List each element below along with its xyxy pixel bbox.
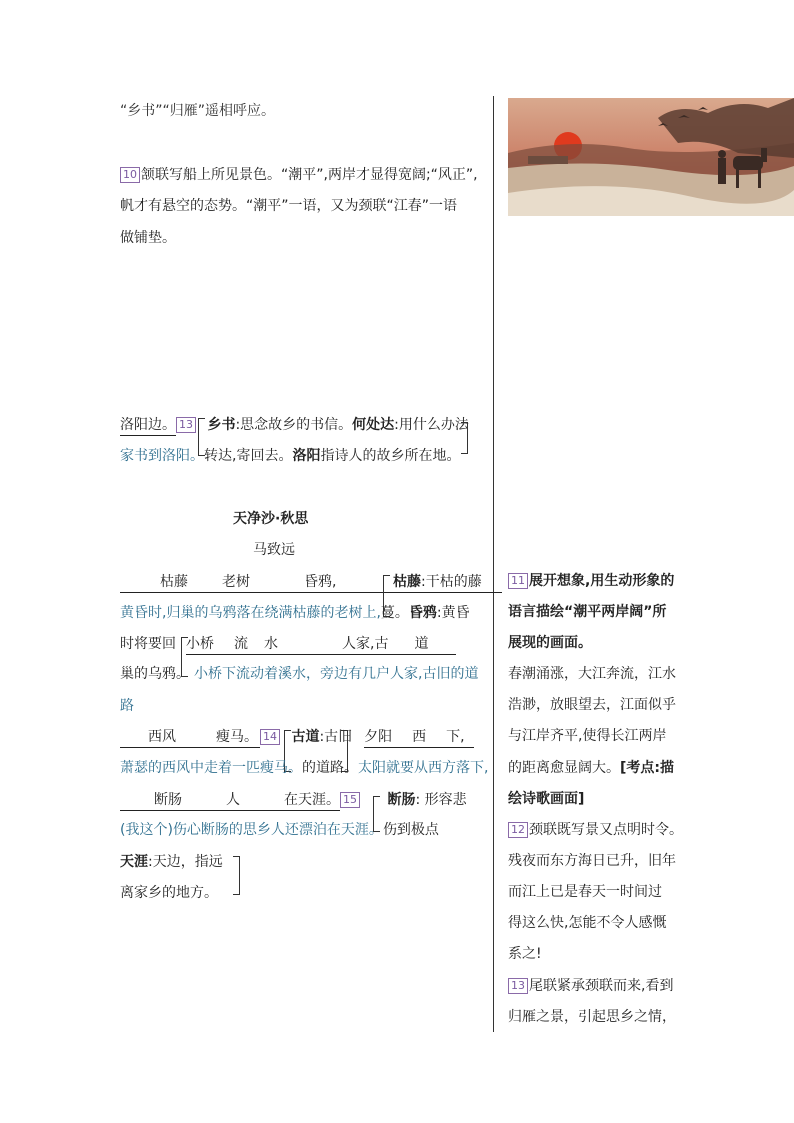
- def-tianya-text: :天边，指远: [148, 854, 223, 870]
- term-hunya: 昏鸦: [408, 605, 437, 621]
- note-number-15: 15: [340, 792, 360, 808]
- note-10-line2: 帆才有悬空的态势。“潮平”一语，又为颈联“江春”一语: [120, 198, 458, 214]
- poem-word: 人: [226, 792, 240, 808]
- translation-line-2: [120, 664, 478, 684]
- poem-word: 昏鸦,: [304, 574, 337, 590]
- kaodian-label: [考点:描: [620, 760, 674, 776]
- poem-word: 人家,古: [342, 636, 389, 652]
- note-11-question-l1: [508, 571, 674, 591]
- note-number-12: 12: [508, 822, 528, 838]
- poem-word: 西风: [148, 729, 176, 745]
- def-tianya: [120, 852, 223, 872]
- note-13-l2: 归雁之景，引起思乡之情，: [508, 1009, 676, 1025]
- note-11-q1: 展开想象,用生动形象的: [529, 573, 675, 589]
- term-kuteng: 枯藤: [393, 574, 421, 590]
- def-hechuda-cont: 转达,寄回去。: [204, 448, 293, 464]
- poem-word: 水: [264, 636, 278, 652]
- note-10-line3: 做铺垫。: [120, 230, 176, 246]
- term-hechuda: 何处达: [352, 417, 395, 433]
- def-kuteng-cont: 蔓。: [380, 605, 409, 621]
- def-duanchang: : 形容悲: [415, 792, 467, 808]
- poem-title: 天净沙·秋思: [233, 511, 309, 527]
- note-11-answer-l2: 浩渺，放眼望去，江面似乎: [508, 697, 676, 713]
- note-11-answer-l3: 与江岸齐平,使得长江两岸: [508, 728, 667, 744]
- poem-word: 小桥: [186, 636, 214, 652]
- poem-word: 流: [234, 636, 248, 652]
- translation-line-3: [120, 758, 488, 778]
- def-hechuda: :用什么办法: [394, 417, 469, 433]
- poem-author: 马致远: [253, 542, 295, 558]
- poem-word: 西: [412, 729, 427, 745]
- luoyang-poem-end: 洛阳边。: [120, 415, 176, 436]
- term-luoyang: 洛阳: [292, 448, 321, 464]
- luoyang-line2: [120, 446, 460, 466]
- bracket: [461, 422, 468, 454]
- translation-line-2b: 路: [120, 698, 134, 714]
- poem-word: 在天涯。: [284, 792, 340, 808]
- def-xiangshu: :思念故乡的书信。: [235, 417, 353, 433]
- note-number-10: 10: [120, 167, 140, 183]
- note-12-l2: 残夜而东方海日已升，旧年: [508, 853, 676, 869]
- poem-word: 枯藤: [160, 574, 188, 590]
- def-tianya-line2: 离家乡的地方。: [120, 885, 218, 901]
- poem-line-4: [120, 790, 467, 811]
- translation-line-1: [120, 603, 470, 623]
- def-gudao: :古旧: [319, 729, 353, 745]
- note-10-line1: [120, 165, 478, 185]
- answer-text: 的距离愈显阔大。: [508, 760, 620, 776]
- column-divider: [493, 96, 494, 1032]
- note-12-l4: 得这么快,怎能不令人感慨: [508, 915, 667, 931]
- def-hunya: :黄昏: [436, 605, 470, 621]
- note-number-13: 13: [176, 417, 196, 433]
- poem-word: 瘦马。: [216, 729, 258, 745]
- def-luoyang: 指诗人的故乡所在地。: [320, 448, 461, 464]
- def-hunya-cont: 时将要回: [120, 636, 176, 652]
- def-duanchang-cont: 伤到极点: [382, 822, 439, 838]
- note-11-question-l3: 展现的画面。: [508, 635, 592, 651]
- note-11-question-l2: 语言描绘“潮平两岸阔”所: [508, 604, 667, 620]
- note-12-text: 颈联既写景又点明时令。: [529, 822, 683, 838]
- note-13-text: 尾联紧承颈联而来,看到: [529, 978, 674, 994]
- translation-text: 黄昏时,归巢的乌鸦落在绕满枯藤的老树上,: [120, 605, 381, 621]
- def-kuteng: [393, 572, 482, 592]
- bracket: [233, 856, 240, 895]
- term-duanchang: 断肠: [387, 792, 416, 808]
- poem-word: 老树: [222, 574, 250, 590]
- note-number-14: 14: [260, 729, 280, 745]
- note-12-l3: 而江上已是春天一时间过: [508, 884, 662, 900]
- note-13-l1: [508, 976, 673, 996]
- top-note-line: “乡书”“归雁”遥相呼应。: [120, 103, 276, 119]
- translation-text: 太阳就要从西方落下,: [358, 760, 489, 776]
- kaodian-label-2: 绘诗歌画面]: [508, 791, 585, 807]
- def-gudao-cont: 的道路。: [302, 760, 358, 776]
- poem-line-2: [120, 634, 456, 655]
- translation-text: (我这个)伤心断肠的思乡人还漂泊在天涯。: [120, 822, 383, 838]
- translation-text: 小桥下流动着溪水，旁边有几户人家,古旧的道: [194, 666, 479, 682]
- poem-word: 断肠: [154, 792, 182, 808]
- note-10-text1: 颔联写船上所见景色。“潮平”,两岸才显得宽阔;“风正”,: [141, 167, 478, 183]
- translation-line-4: [120, 820, 439, 840]
- poem-line-3: [120, 727, 474, 748]
- sunset-illustration: [508, 98, 794, 216]
- note-12-l1: [508, 820, 683, 840]
- def-kuteng-text: :干枯的藤: [421, 574, 482, 590]
- translation-text: 萧瑟的西风中走着一匹瘦马。: [120, 760, 302, 776]
- note-number-11: 11: [508, 573, 528, 589]
- luoyang-line1: [120, 415, 469, 436]
- def-hunya-end: 巢的乌鸦。: [120, 666, 190, 682]
- note-11-answer-l4: [508, 758, 674, 778]
- note-12-l5: 系之!: [508, 946, 542, 962]
- poem-word: 道: [414, 636, 429, 652]
- note-number-13-right: 13: [508, 978, 528, 994]
- term-xiangshu: 乡书: [207, 417, 236, 433]
- note-11-answer-l1: 春潮涌涨，大江奔流，江水: [508, 666, 676, 682]
- translation-luoyang: 家书到洛阳。: [120, 448, 204, 464]
- poem-word: 下,: [446, 729, 465, 745]
- term-tianya: 天涯: [120, 854, 148, 870]
- poem-word: 夕阳: [364, 729, 393, 745]
- term-gudao: 古道: [291, 729, 320, 745]
